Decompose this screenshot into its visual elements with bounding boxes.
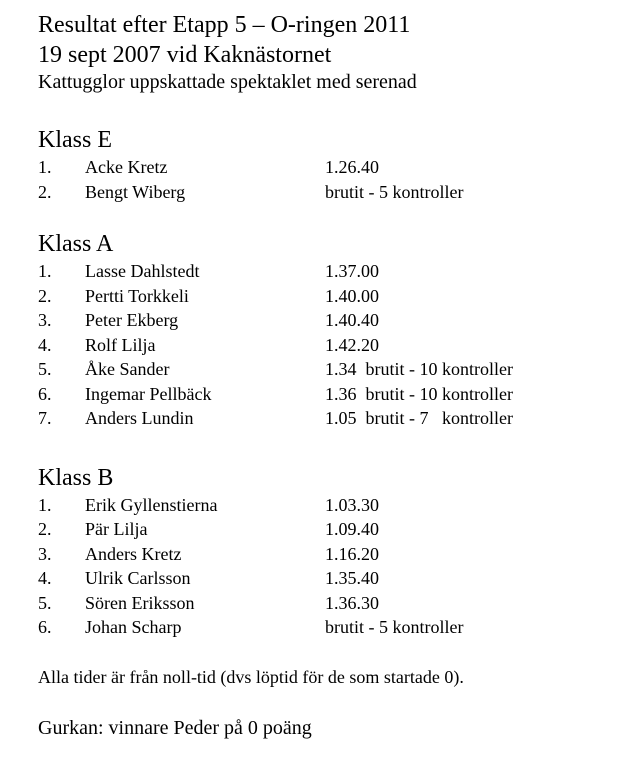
rank: 3. bbox=[38, 310, 52, 330]
runner-name: Lasse Dahlstedt bbox=[85, 261, 200, 281]
result-time: 1.16.20 bbox=[325, 543, 379, 564]
rank: 6. bbox=[38, 383, 52, 404]
rank: 4. bbox=[38, 334, 52, 355]
result-row bbox=[38, 591, 608, 616]
result-time: 1.35.40 bbox=[325, 568, 379, 588]
result-time: 1.37.00 bbox=[325, 261, 379, 281]
document-subtitle: Kattugglor uppskattade spektaklet med serenad bbox=[38, 71, 417, 93]
result-row bbox=[38, 493, 608, 518]
result-time: 1.40.00 bbox=[325, 285, 379, 306]
result-row bbox=[38, 382, 608, 407]
class-section-e bbox=[38, 125, 608, 204]
result-row bbox=[38, 308, 608, 333]
class-section-b bbox=[38, 463, 608, 640]
rank: 2. bbox=[38, 181, 52, 202]
result-row bbox=[38, 517, 608, 542]
class-section-a bbox=[38, 229, 608, 431]
result-row bbox=[38, 180, 608, 205]
runner-name: Åke Sander bbox=[85, 359, 170, 379]
result-row bbox=[38, 259, 608, 284]
result-row bbox=[38, 284, 608, 309]
runner-name: Rolf Lilja bbox=[85, 334, 156, 355]
result-time: 1.42.20 bbox=[325, 334, 379, 355]
timing-note: Alla tider är från noll-tid (dvs löptid för de som startade 0). bbox=[38, 666, 464, 687]
rank: 1. bbox=[38, 157, 52, 177]
runner-name: Peter Ekberg bbox=[85, 310, 179, 330]
result-time: 1.05 brutit - 7 kontroller bbox=[325, 408, 513, 428]
document-date-location: 19 sept 2007 vid Kaknästornet bbox=[38, 42, 332, 68]
result-row bbox=[38, 333, 608, 358]
result-time: 1.03.30 bbox=[325, 494, 379, 515]
runner-name: Ulrik Carlsson bbox=[85, 568, 191, 588]
runner-name: Anders Kretz bbox=[85, 543, 182, 564]
class-heading: Klass B bbox=[38, 464, 114, 491]
runner-name: Erik Gyllenstierna bbox=[85, 494, 218, 515]
class-heading: Klass E bbox=[38, 127, 112, 153]
result-row bbox=[38, 542, 608, 567]
result-row bbox=[38, 566, 608, 591]
runner-name: Pertti Torkkeli bbox=[85, 285, 189, 306]
result-time: brutit - 5 kontroller bbox=[325, 617, 464, 637]
result-row bbox=[38, 357, 608, 382]
rank: 2. bbox=[38, 285, 52, 306]
runner-name: Pär Lilja bbox=[85, 519, 148, 539]
result-time: 1.40.40 bbox=[325, 310, 379, 330]
rank: 2. bbox=[38, 519, 52, 539]
runner-name: Acke Kretz bbox=[85, 157, 168, 177]
rank: 5. bbox=[38, 359, 52, 379]
result-row bbox=[38, 155, 608, 180]
result-time: 1.26.40 bbox=[325, 157, 379, 177]
result-time: 1.36 brutit - 10 kontroller bbox=[325, 383, 513, 404]
class-heading: Klass A bbox=[38, 231, 114, 257]
result-row bbox=[38, 615, 608, 640]
runner-name: Ingemar Pellbäck bbox=[85, 383, 212, 404]
rank: 3. bbox=[38, 543, 52, 564]
rank: 1. bbox=[38, 494, 52, 515]
footer-note: Gurkan: vinnare Peder på 0 poäng bbox=[38, 716, 312, 739]
result-row bbox=[38, 406, 608, 431]
result-time: 1.36.30 bbox=[325, 592, 379, 613]
runner-name: Sören Eriksson bbox=[85, 592, 195, 613]
result-time: 1.09.40 bbox=[325, 519, 379, 539]
document-title: Resultat efter Etapp 5 – O-ringen 2011 bbox=[38, 12, 411, 38]
runner-name: Johan Scharp bbox=[85, 617, 182, 637]
results-document bbox=[38, 10, 608, 741]
runner-name: Anders Lundin bbox=[85, 408, 194, 428]
result-time: brutit - 5 kontroller bbox=[325, 181, 464, 202]
rank: 7. bbox=[38, 408, 52, 428]
runner-name: Bengt Wiberg bbox=[85, 181, 186, 202]
result-time: 1.34 brutit - 10 kontroller bbox=[325, 359, 513, 379]
rank: 1. bbox=[38, 261, 52, 281]
rank: 6. bbox=[38, 617, 52, 637]
rank: 5. bbox=[38, 592, 52, 613]
rank: 4. bbox=[38, 568, 52, 588]
